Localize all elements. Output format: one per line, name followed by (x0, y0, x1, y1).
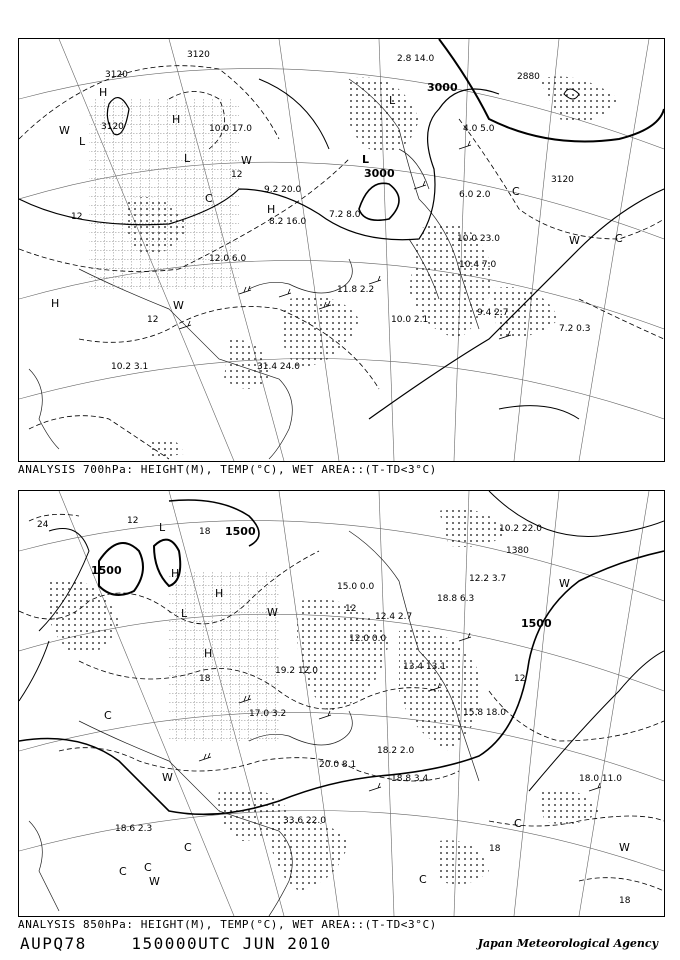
height-label: 3120 (105, 70, 128, 80)
center-w: W (559, 577, 570, 590)
center-c: C (119, 865, 127, 878)
center-l: L (181, 607, 188, 620)
height-label: 1500 (521, 617, 552, 630)
chart-id (20, 934, 332, 953)
height-label: 3120 (187, 50, 210, 60)
station-obs-label: 9.2 20.0 (264, 185, 302, 195)
center-c: C (205, 192, 213, 205)
station-obs-label: 10.2 3.1 (111, 362, 149, 372)
center-c: C (184, 841, 192, 854)
center-c: C (514, 817, 522, 830)
station-obs-label: 12.0 6.0 (209, 254, 247, 264)
isotherm-label: 24 (37, 520, 49, 530)
center-h: H (172, 113, 181, 126)
center-w: W (59, 124, 70, 137)
height-label: 1500 (225, 525, 256, 538)
center-w: W (173, 299, 184, 312)
center-c: C (419, 873, 427, 886)
center-c: C (615, 232, 623, 245)
center-l: L (159, 521, 166, 534)
isotherm-label: 12 (514, 674, 526, 684)
station-obs-label: 18.8 3.4 (391, 774, 429, 784)
station-obs-label: 15.8 18.0 (463, 708, 506, 718)
center-w: W (162, 771, 173, 784)
height-label: 3000 (427, 81, 458, 94)
height-label: 3000 (364, 167, 395, 180)
center-w: W (619, 841, 630, 854)
station-obs-label: 12.4 2.7 (375, 612, 413, 622)
center-h: H (267, 203, 276, 216)
isotherm-label: 12 (71, 212, 83, 222)
station-obs-label: 31.4 24.0 (257, 362, 300, 372)
center-h: H (204, 647, 213, 660)
height-label: 1500 (91, 564, 122, 577)
station-obs-label: 7.2 0.3 (559, 324, 591, 334)
center-c: C (512, 185, 520, 198)
station-obs-label: 19.2 12.0 (275, 666, 318, 676)
caption-850hpa: ANALYSIS 850hPa: HEIGHT(M), TEMP(°C), WET AREA::(T-TD<3°C) (18, 918, 437, 931)
station-obs-label: 10.0 2.1 (391, 315, 429, 325)
station-obs-label: 2.8 14.0 (397, 54, 435, 64)
center-l: L (79, 135, 86, 148)
station-obs-label: 18.8 6.3 (437, 594, 475, 604)
station-obs-label: 12.0 0.0 (349, 634, 387, 644)
isotherm-label: 18 (489, 844, 501, 854)
station-obs-label: 17.0 3.2 (249, 709, 287, 719)
agency-name: Japan Meteorological Agency (477, 937, 658, 950)
station-obs-label: 10.0 23.0 (457, 234, 500, 244)
isotherm-label: 18 (199, 674, 211, 684)
station-obs-label: 20.0 8.1 (319, 760, 357, 770)
center-h: H (99, 86, 108, 99)
map-panel-850hpa (18, 490, 665, 917)
center-w: W (569, 234, 580, 247)
center-l: L (362, 153, 370, 166)
map-850hpa (19, 491, 664, 916)
station-obs-label: 7.2 8.0 (329, 210, 361, 220)
center-l: L (389, 94, 396, 107)
center-c: C (144, 861, 152, 874)
chart-code: AUPQ78 (20, 934, 87, 953)
center-w: W (149, 875, 160, 888)
isotherm-label: 18 (619, 896, 631, 906)
isotherm-label: 12 (345, 604, 357, 614)
center-h: H (215, 587, 224, 600)
height-label: 1380 (506, 546, 529, 556)
center-w: W (267, 606, 278, 619)
station-obs-label: 13.4 13.1 (403, 662, 446, 672)
station-obs-label: 8.2 16.0 (269, 217, 307, 227)
center-c: C (104, 709, 112, 722)
isotherm-label: 18 (199, 527, 211, 537)
map-panel-700hpa (18, 38, 665, 462)
station-obs-label: 4.0 5.0 (463, 124, 495, 134)
station-obs-label: 33.6 22.0 (283, 816, 326, 826)
height-label: 3120 (551, 175, 574, 185)
center-w: W (241, 154, 252, 167)
center-l: L (184, 152, 191, 165)
isotherm-label: 12 (231, 170, 243, 180)
station-obs-label: 10.0 17.0 (209, 124, 252, 134)
station-obs-label: 18.6 2.3 (115, 824, 153, 834)
height-label: 3120 (101, 122, 124, 132)
station-obs-label: 18.0 11.0 (579, 774, 622, 784)
caption-700hpa: ANALYSIS 700hPa: HEIGHT(M), TEMP(°C), WET AREA::(T-TD<3°C) (18, 463, 437, 476)
station-obs-label: 18.2 2.0 (377, 746, 415, 756)
station-obs-label: 12.2 3.7 (469, 574, 507, 584)
station-obs-label: 10.4 7.0 (459, 260, 497, 270)
station-obs-label: 10.2 22.0 (499, 524, 542, 534)
station-obs-label: 15.0 0.0 (337, 582, 375, 592)
isotherm-label: 12 (127, 516, 139, 526)
valid-time: 150000UTC JUN 2010 (131, 934, 332, 953)
height-label: 2880 (517, 72, 540, 82)
isotherm-label: 12 (147, 315, 159, 325)
center-h: H (171, 567, 180, 580)
center-h: H (51, 297, 60, 310)
station-obs-label: 6.0 2.0 (459, 190, 491, 200)
station-obs-label: 11.8 2.2 (337, 285, 375, 295)
map-700hpa (19, 39, 664, 461)
station-obs-label: 9.4 2.7 (477, 308, 509, 318)
